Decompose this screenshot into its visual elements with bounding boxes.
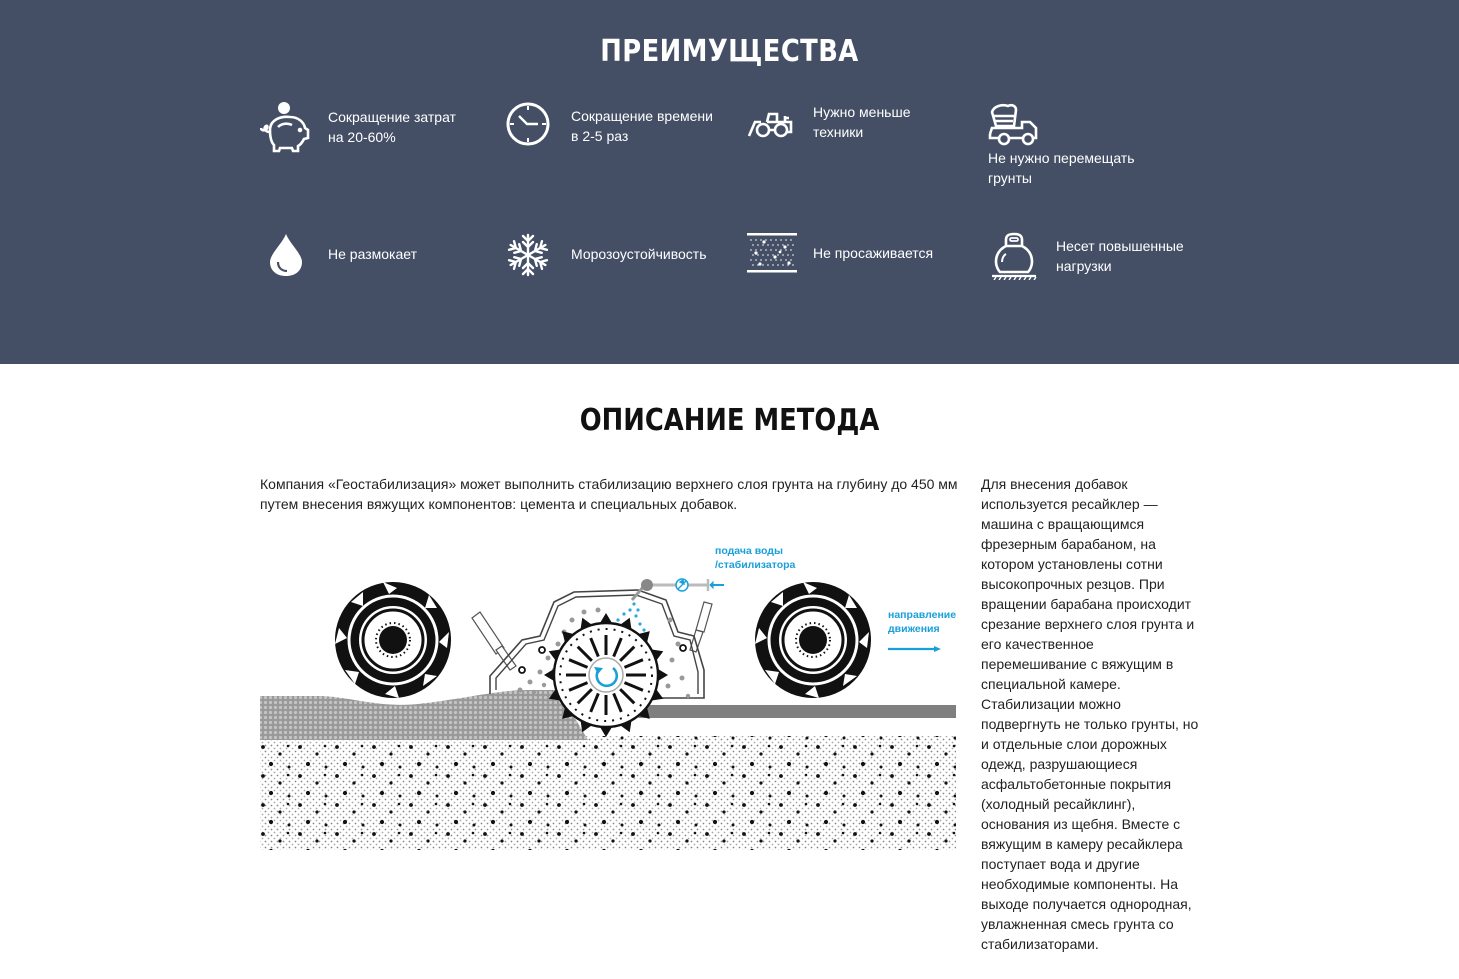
recycler-diagram-illustration: [258, 540, 958, 860]
loader-tractor-icon: [747, 108, 795, 140]
advantage-label-line1: Не нужно перемещать: [988, 150, 1135, 166]
piggy-bank-icon: [260, 100, 314, 154]
method-intro: Компания «Геостабилизация» может выполнить стабилизацию верхнего слоя грунта на глубину до 450 мм путем внесения вяжущих компонентов: цемента и специальных добавок.: [260, 476, 958, 512]
milling-drum: [544, 613, 668, 737]
advantages-title: ПРЕИМУЩЕСТВА: [600, 34, 859, 69]
advantage-label-line2: в 2-5 раз: [571, 128, 629, 144]
direction-arrow-icon: [888, 646, 941, 652]
kettlebell-icon: [990, 232, 1038, 280]
untreated-soil-layer: [260, 690, 588, 740]
advantage-label-line2: нагрузки: [1056, 258, 1112, 274]
advantage-label-line1: Сокращение времени: [571, 108, 713, 124]
soil-layer-icon: [747, 233, 797, 273]
advantage-label-line1: Не просаживается: [813, 245, 934, 261]
clock-icon: [506, 102, 550, 146]
stabilized-soil-layer: [638, 705, 956, 718]
recycler-diagram: [258, 540, 958, 860]
direction-label-line2: движения: [888, 623, 940, 635]
method-title: ОПИСАНИЕ МЕТОДА: [579, 403, 880, 438]
rear-wheel: [335, 582, 451, 698]
method-description: Для внесения добавок используется ресайклер — машина с вращающимся фрезерным барабаном, на котором установлены сотни высокопрочных резцов. При вращении барабана происходит срезание верхнего слоя грунта и его качественное перемешивание с вяжущим в специальной камере. Стабилизации можно подвергнуть не только грунты, но и отдельные слои дорожных одежд, разрушающиеся асфальтобетонные покрытия (холодный ресайклинг), основания из щебня. Вместе с вяжущим в камеру ресайклера поступает вода и другие необходимые компоненты. На выходе получается однородная, увлажненная смесь грунта со стабилизаторами.: [981, 476, 1199, 952]
advantages-section: [0, 0, 1459, 364]
advantage-label-line1: Сокращение затрат: [328, 109, 456, 125]
snowflake-icon: [506, 233, 550, 277]
front-wheel: [755, 582, 871, 698]
hydraulic-cylinder-left: [472, 612, 516, 670]
advantage-label-line1: Несет повышенные: [1056, 238, 1184, 254]
water-feed-label: [715, 544, 795, 572]
advantage-label-line2: техники: [813, 124, 864, 140]
water-feed-label-line2: /стабилизатора: [715, 559, 796, 571]
direction-label: [888, 608, 956, 636]
advantage-label-line1: Не размокает: [328, 246, 417, 262]
advantage-label-line1: Морозоустойчивость: [571, 246, 707, 262]
water-drop-icon: [268, 232, 304, 278]
advantage-label-line2: на 20-60%: [328, 129, 396, 145]
advantage-label-line2: грунты: [988, 170, 1032, 186]
water-feed-pipe: [632, 579, 724, 600]
hydraulic-cylinder-right: [690, 602, 712, 652]
advantage-label-line1: Нужно меньше: [813, 104, 911, 120]
dump-truck-icon: [988, 102, 1040, 146]
water-feed-label-line1: подача воды: [715, 545, 783, 557]
direction-label-line1: направление: [888, 609, 957, 621]
